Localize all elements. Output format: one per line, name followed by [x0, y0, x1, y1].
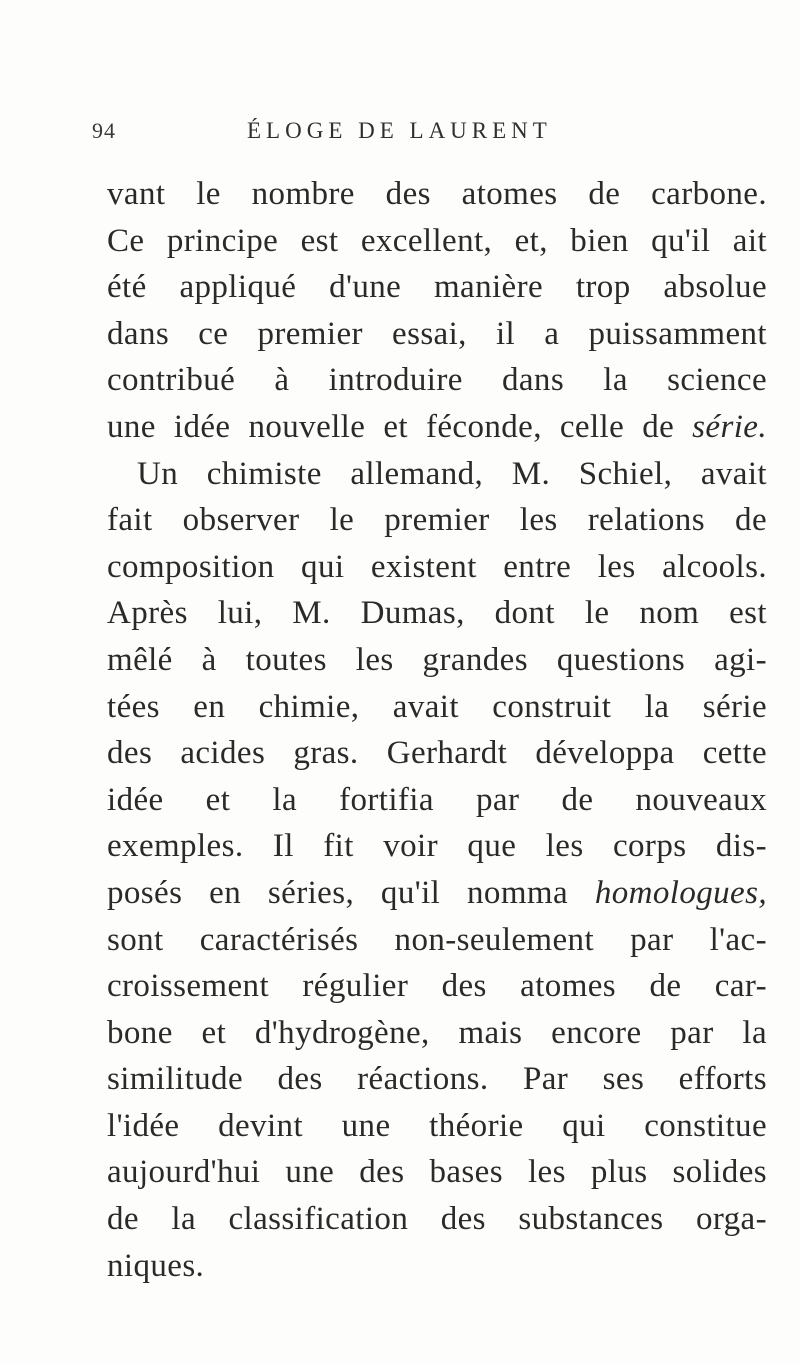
- text-line: croissement régulier des atomes de car-: [107, 968, 767, 1005]
- text-line: Ce principe est excellent, et, bien qu'il ait: [107, 222, 767, 259]
- text-line: aujourd'hui une des bases les plus solides: [107, 1154, 767, 1191]
- text-line: similitude des réactions. Par ses efforts: [107, 1061, 767, 1098]
- italic-term: homologues,: [594, 874, 767, 911]
- text-line: une idée nouvelle et féconde, celle de série.: [107, 408, 767, 445]
- running-title: ÉLOGE DE LAURENT: [247, 118, 552, 143]
- text-line: Après lui, M. Dumas, dont le nom est: [107, 595, 767, 632]
- text-line: vant le nombre des atomes de carbone.: [107, 176, 767, 212]
- text-line: bone et d'hydrogène, mais encore par la: [107, 1014, 767, 1051]
- text-line: Un chimiste allemand, M. Schiel, avait: [137, 455, 767, 492]
- page-number: 94: [92, 118, 116, 143]
- text-line: dans ce premier essai, il a puissamment: [107, 315, 767, 352]
- text-line: de la classification des substances orga-: [107, 1201, 767, 1238]
- text-line: posés en séries, qu'il nomma homologues,: [107, 874, 767, 911]
- text-line: des acides gras. Gerhardt développa cette: [107, 735, 767, 772]
- text-line: niques.: [107, 1247, 205, 1284]
- italic-term: série.: [692, 408, 767, 445]
- text-line: été appliqué d'une manière trop absolue: [107, 269, 767, 306]
- text-line: sont caractérisés non-seulement par l'ac-: [107, 921, 767, 958]
- text-line: exemples. Il fit voir que les corps dis-: [107, 828, 767, 865]
- text-line: mêlé à toutes les grandes questions agi-: [107, 641, 767, 678]
- text-line: fait observer le premier les relations de: [107, 502, 767, 539]
- page-header: [92, 118, 772, 158]
- text-line: contribué à introduire dans la science: [107, 362, 767, 399]
- text-line: l'idée devint une théorie qui constitue: [107, 1107, 767, 1144]
- text-line: tées en chimie, avait construit la série: [107, 688, 767, 725]
- text-line: idée et la fortifia par de nouveaux: [107, 781, 767, 818]
- text-line: composition qui existent entre les alcools.: [107, 548, 767, 585]
- body-text: [107, 171, 767, 1289]
